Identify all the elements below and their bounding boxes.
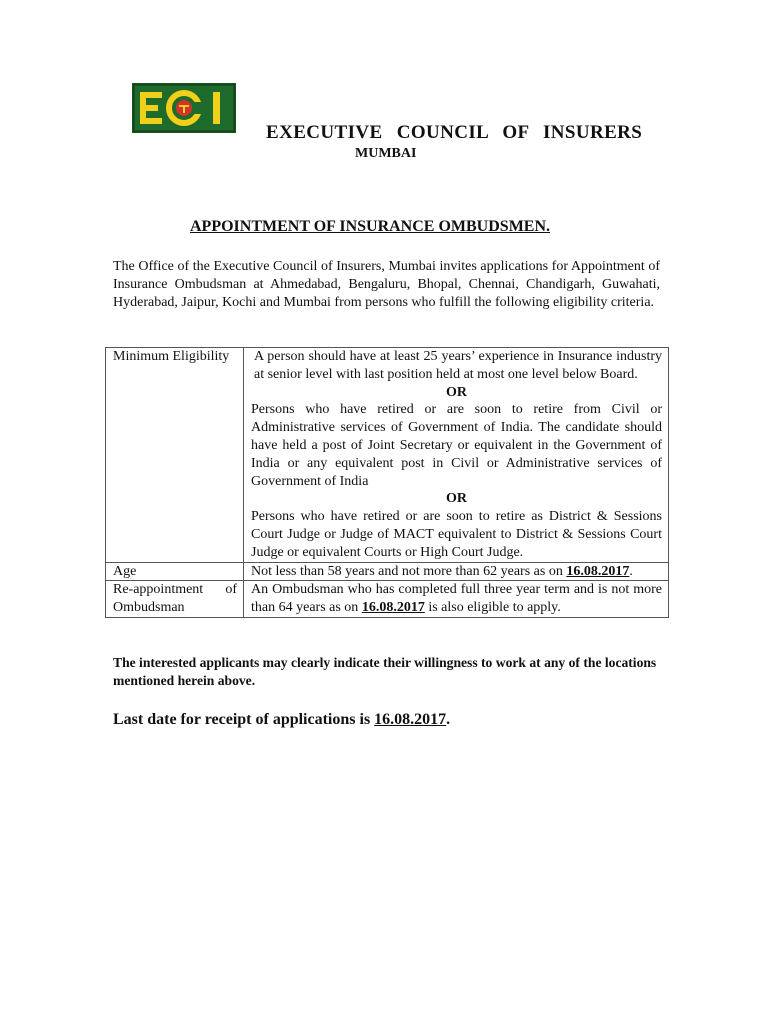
last-date-suffix: . <box>446 711 451 728</box>
age-text: Not less than 58 years and not more than 62 years as on <box>251 563 567 579</box>
reappointment-text-end: is also eligible to apply. <box>424 600 561 616</box>
last-date-line <box>113 711 450 729</box>
eligibility-option-2: Persons who have retired or are soon to retire from Civil or Administrative services of Government of India. The candidate should have held a post of Joint Secretary or equivalent in the Government of India or any equivalent post in Civil or Administrative services of Government of India <box>251 402 662 489</box>
table-value-cell <box>244 348 669 563</box>
reappointment-label-line <box>113 581 237 599</box>
table-row <box>106 562 669 581</box>
table-value-cell <box>244 581 669 618</box>
age-text-end: . <box>629 563 633 579</box>
age-label: Age <box>113 563 137 579</box>
reappointment-label-word: of <box>225 582 237 598</box>
or-separator: OR <box>446 491 467 507</box>
reappointment-date: 16.08.2017 <box>361 600 425 616</box>
eligibility-option-3: Persons who have retired or are soon to retire as District & Sessions Court Judge or Judge of MACT equivalent to District & Sessions Court Judge or equivalent Courts or High Court Judge. <box>251 509 662 560</box>
last-date-text: Last date for receipt of applications is <box>113 711 375 728</box>
eci-logo-mark <box>135 86 233 130</box>
eligibility-table <box>105 347 669 618</box>
min-eligibility-label: Minimum Eligibility <box>113 349 230 364</box>
eligibility-option-1: A person should have at least 25 years’ experience in Insurance industry at senior level with last position held at most one level below Board. <box>254 349 662 382</box>
organization-name: EXECUTIVE COUNCIL OF INSURERS <box>266 122 643 143</box>
age-date: 16.08.2017 <box>566 563 630 579</box>
table-row <box>106 581 669 618</box>
eci-logo <box>132 83 236 133</box>
table-row <box>106 348 669 563</box>
table-label-cell <box>106 581 244 618</box>
reappointment-label-word: Re-appointment <box>113 582 204 598</box>
or-separator: OR <box>446 384 467 400</box>
table-value-cell <box>244 562 669 581</box>
document-title: APPOINTMENT OF INSURANCE OMBUDSMEN. <box>190 218 551 235</box>
table-label-cell <box>106 562 244 581</box>
last-date-value: 16.08.2017 <box>374 711 447 728</box>
intro-paragraph: The Office of the Executive Council of Insurers, Mumbai invites applications for Appointment of Insurance Ombudsman at Ahmedabad, Bengaluru, Bhopal, Chennai, Chandigarh, Guwahati, Hyderabad, Jaipur, Kochi and Mumbai from persons who fulfill the following eligibility criteria. <box>113 259 660 310</box>
organization-city: MUMBAI <box>355 146 417 161</box>
applicant-note: The interested applicants may clearly indicate their willingness to work at any of the locations mentioned herein above. <box>113 655 657 688</box>
table-label-cell <box>106 348 244 563</box>
reappointment-label-word: Ombudsman <box>113 600 185 616</box>
reappointment-text: An Ombudsman who has completed full three year term and is not more than 64 years as on <box>251 582 662 616</box>
